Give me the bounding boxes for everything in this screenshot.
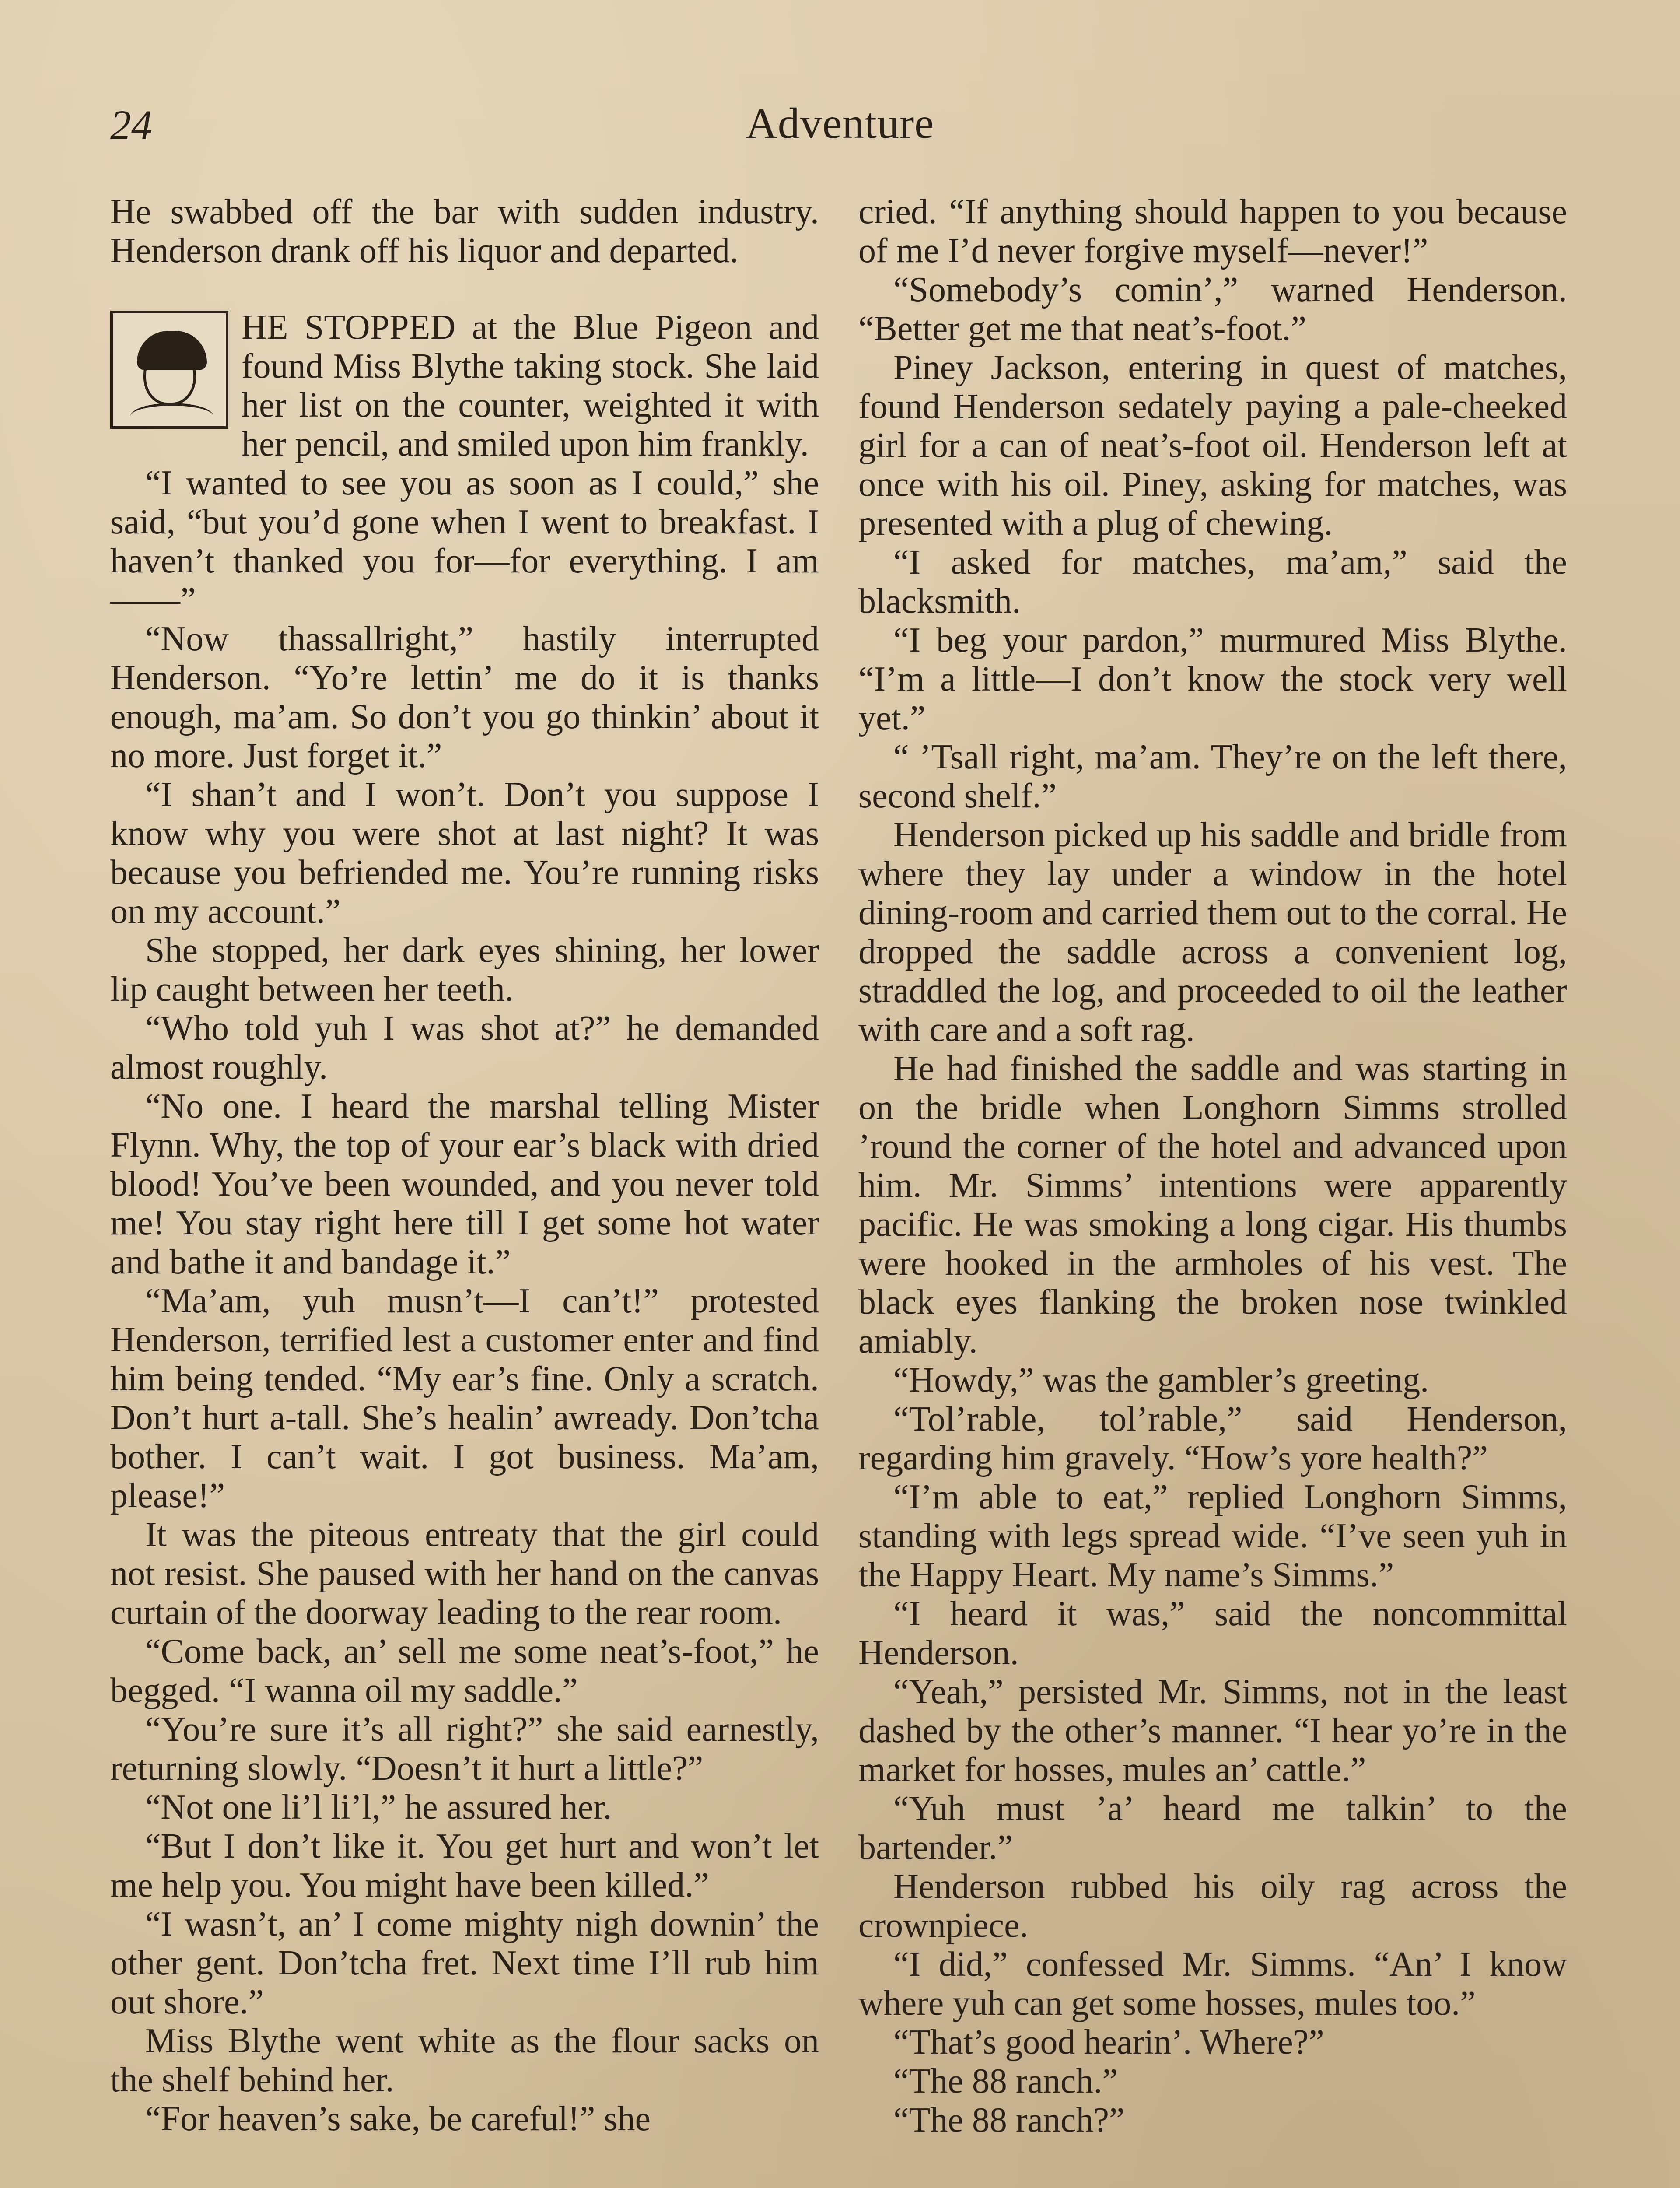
paragraph: “No one. I heard the marshal telling Mister Flynn. Why, the top of your ear’s black with dried blood! You’ve been wounded, and you never told me! You stay right here till I get some hot water and bathe it and bandage it.”	[110, 1087, 819, 1281]
paragraph: “For heaven’s sake, be careful!” she	[145, 2100, 651, 2138]
paragraph: It was the piteous entreaty that the girl could not resist. She paused with her hand on the canvas curtain of the doorway leading to the rear room.	[110, 1515, 819, 1632]
paragraph: “Yuh must ’a’ heard me talkin’ to the bartender.”	[858, 1789, 1567, 1867]
left-column	[110, 193, 819, 2188]
paragraph: “Somebody’s comin’,” warned Henderson. “Better get me that neat’s-foot.”	[858, 270, 1567, 348]
paragraph: “ ’Tsall right, ma’am. They’re on the left there, second shelf.”	[858, 738, 1567, 815]
portrait-hair	[137, 331, 207, 370]
paragraph: “Yeah,” persisted Mr. Simms, not in the least dashed by the other’s manner. “I hear yo’re in the market for hosses, mules an’ cattle.”	[858, 1673, 1567, 1789]
paragraph: “Tol’rable, tol’rable,” said Henderson, regarding him gravely. “How’s yore health?”	[858, 1400, 1567, 1477]
paragraph: He swabbed off the bar with sudden industry. Henderson drank off his liquor and departed.	[110, 193, 819, 270]
paragraph: “I shan’t and I won’t. Don’t you suppose I know why you were shot at last night? It was because you befriended me. You’re running risks on my account.”	[110, 775, 819, 931]
paragraph: Miss Blythe went white as the flour sacks on the shelf behind her.	[110, 2022, 819, 2099]
paragraph: “I asked for matches, ma’am,” said the blacksmith.	[858, 543, 1567, 621]
portrait-collar	[130, 403, 214, 430]
paragraph: “I wanted to see you as soon as I could,” she said, “but you’d gone when I went to breakfast. I haven’t thanked you for—for everything. I am——”	[110, 464, 819, 619]
paragraph: “The 88 ranch.”	[893, 2062, 1118, 2100]
paragraph: “Howdy,” was the gambler’s greeting.	[893, 1361, 1429, 1399]
paragraph: “But I don’t like it. You get hurt and won’t let me help you. You might have been killed.”	[110, 1827, 819, 1904]
paragraph: “I wasn’t, an’ I come mighty nigh downin’ the other gent. Don’tcha fret. Next time I’ll rub him out shore.”	[110, 1905, 819, 2021]
paragraph: “Now thassallright,” hastily interrupted Henderson. “Yo’re lettin’ me do it is thanks enough, ma’am. So don’t you go thinkin’ about it no more. Just forget it.”	[110, 620, 819, 775]
running-head: Adventure	[746, 99, 934, 147]
page-number: 24	[110, 102, 152, 148]
paragraph: “That’s good hearin’. Where?”	[893, 2023, 1324, 2062]
portrait-illustration	[110, 311, 228, 429]
paragraph: She stopped, her dark eyes shining, her lower lip caught between her teeth.	[110, 931, 819, 1009]
paragraph-continued: cried. “If anything should happen to you because of me I’d never forgive myself—never!”	[858, 193, 1567, 270]
paragraph: Henderson picked up his saddle and bridle from where they lay under a window in the hotel dining-room and carried them out to the corral. He dropped the saddle across a convenient log, straddled the log, and proceeded to oil the leather with care and a soft rag.	[858, 816, 1567, 1049]
paragraph: “You’re sure it’s all right?” she said earnestly, returning slowly. “Doesn’t it hurt a little?”	[110, 1710, 819, 1788]
paragraph: “Come back, an’ sell me some neat’s-foot,” he begged. “I wanna oil my saddle.”	[110, 1632, 819, 1710]
paragraph: “Ma’am, yuh musn’t—I can’t!” protested Henderson, terrified lest a customer enter and find him being tended. “My ear’s fine. Only a scratch. Don’t hurt a-tall. She’s healin’ awready. Don’tcha bother. I can’t wait. I got business. Ma’am, please!”	[110, 1282, 819, 1515]
paragraph: “I did,” confessed Mr. Simms. “An’ I know where yuh can get some hosses, mules too.”	[858, 1945, 1567, 2023]
paragraph: “I heard it was,” said the noncommittal Henderson.	[858, 1595, 1567, 1672]
paragraph: “The 88 ranch?”	[893, 2101, 1125, 2139]
paragraph: He had finished the saddle and was starting in on the bridle when Longhorn Simms strolled ’round the corner of the hotel and advanced upon him. Mr. Simms’ intentions were apparently pacific. He was smoking a long cigar. His thumbs were hooked in the armholes of his vest. The black eyes flanking the broken nose twinkled amiably.	[858, 1049, 1567, 1360]
paragraph: Piney Jackson, entering in quest of matches, found Henderson sedately paying a pale-cheeked girl for a can of neat’s-foot oil. Henderson left at once with his oil. Piney, asking for matches, was presented with a plug of chewing.	[858, 348, 1567, 543]
paragraph: “Not one li’l li’l,” he assured her.	[145, 1788, 612, 1827]
paragraph: “Who told yuh I was shot at?” he demanded almost roughly.	[110, 1009, 819, 1087]
paragraph: “I’m able to eat,” replied Longhorn Simms, standing with legs spread wide. “I’ve seen yuh in the Happy Heart. My name’s Simms.”	[858, 1478, 1567, 1594]
paragraph: “I beg your pardon,” murmured Miss Blythe. “I’m a little—I don’t know the stock very well yet.”	[858, 621, 1567, 737]
paragraph: Henderson rubbed his oily rag across the crownpiece.	[858, 1867, 1567, 1945]
paragraph-section-start: HE STOPPED at the Blue Pigeon and found Miss Blythe taking stock. She laid her list on the counter, weighted it with her pencil, and smiled upon him frankly.	[242, 308, 819, 463]
right-column	[858, 193, 1567, 2188]
